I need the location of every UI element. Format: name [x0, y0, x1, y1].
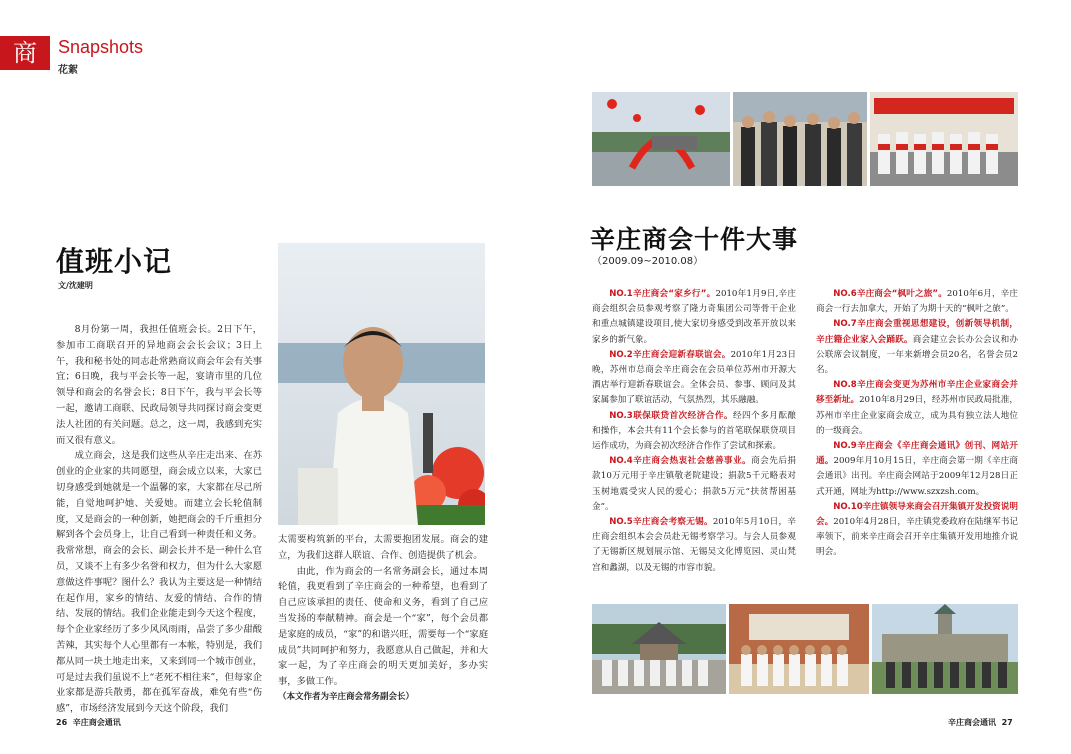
portrait-photo — [278, 243, 485, 525]
page-number-left: 26 — [56, 718, 68, 727]
left-article-column-1 — [56, 322, 262, 717]
left-article-title: 值班小记 — [56, 245, 173, 278]
right-article-date: （2009.09~2010.08） — [592, 256, 704, 267]
event-text: 2010年1月23日晚，苏州市总商会辛庄商会在会员单位苏州市开源大酒店举行迎新春联谊会。全体会员、参事、顾问及其家属参加了联谊活动，气氛热烈，其乐融融。 — [592, 349, 796, 406]
publication-name-right: 辛庄商会通讯 — [948, 718, 996, 727]
event-photo-hall-group — [729, 604, 869, 694]
event-heading: NO.5辛庄商会考察无锡。 — [609, 517, 713, 528]
event-text: 商会建立会长办公会议和办公联席会议制度，一年来新增会员20名，名誉会员2名。 — [816, 334, 1018, 376]
event-photo-group-banner — [870, 92, 1018, 186]
event-heading: NO.7辛庄商会重视思想建设，创新领导机制，辛庄籍企业家入会踊跃。 — [816, 319, 1018, 345]
event-item — [816, 439, 1018, 500]
event-item — [816, 317, 1018, 378]
event-heading: NO.2辛庄商会迎新春联谊会。 — [609, 349, 731, 360]
event-item — [592, 454, 796, 515]
event-item — [592, 409, 796, 455]
event-item — [592, 287, 796, 348]
event-heading: NO.4辛庄商会热衷社会慈善事业。 — [609, 456, 752, 467]
event-text: 2010年8月29日，经苏州市民政局批准，苏州市辛庄企业家商会成立，成为具有独立法人地位的一级商会。 — [816, 395, 1018, 436]
event-heading: NO.1辛庄商会“家乡行”。 — [609, 289, 716, 299]
event-text: 2009年月10月15日，辛庄商会第一期《辛庄商会通讯》出刊。辛庄商会网站于2009年12月28日正式开通，网址为http://www.szxzsh.com。 — [816, 456, 1018, 497]
right-article-title: 辛庄商会十件大事 — [590, 225, 799, 254]
event-item — [816, 500, 1018, 561]
section-title: Snapshots — [58, 37, 144, 57]
section-badge: 商 — [0, 36, 50, 70]
event-text: 商会先后捐款10万元用于辛庄镇敬老院建设；捐款5千元略表对玉树地震受灾人民的爱心；捐款5万元“扶贫帮困基金”。 — [592, 456, 796, 512]
event-photo-parliament-group — [872, 604, 1018, 694]
author-note: （本文作者为辛庄商会常务副会长） — [278, 691, 415, 702]
event-text: 2010年4月28日，辛庄镇党委政府在陆继军书记率领下，前来辛庄商会召开辛庄集镇开发用地推介说明会。 — [816, 517, 1018, 558]
event-heading: NO.9辛庄商会《辛庄商会通讯》创刊、网站开通。 — [816, 441, 1018, 467]
footer-right — [948, 717, 1013, 728]
event-heading: NO.6辛庄商会“枫叶之旅”。 — [833, 289, 947, 299]
event-photo-temple-group — [592, 604, 726, 694]
event-text: 2010年5月10日，辛庄商会组织本会会员赴无锡考察学习。与会人员参观了无锡新区规划展示馆、无锡吴文化博览园、灵山梵宫和蠡湖，以及无锡的市容市貌。 — [592, 517, 796, 573]
paragraph: 成立商会，这是我们这些从辛庄走出来、在苏创业的企业家的共同愿望，商会成立以来，大家已切身感受到她就是一个温馨的家，大家都在尽己所能，自觉地呵护她、关爱她。而建立会长轮值制度，又是商会的一种创新，她把商会的千斤重担分解到各个会员身上，让自己看到一种责任和义务。我常常想，商会的会长、副会长并不是一种什么官员，又谈不上有多少名誉和权力，但为什么大家愿意做这件事呢？图什么？我认为主要这是一种情结在起作用，家乡的情结、友爱的情结、合作的情结、发展的情结。我们企业能走到今天这个程度，每个企业家经历了多少风风雨雨，品尝了多少甜酸苦辣，其实每个人心里都有一本帐，特别是，我们都从同一块土地走出来，又来到同一个城市创业，可是过去我们虽说不上“老死不相往来”，但每家企业家都是游兵散勇，都在孤军奋战，难免有些“伤感”，市场经济发展到今天这个阶段，我们 — [56, 450, 262, 715]
paragraph: 由此，作为商会的一名常务副会长，通过本周轮值，我更看到了辛庄商会的一种希望，也看到了自己应该承担的责任、使命和义务，看到了自己应当发扬的奉献精神。商会是一个“家”，每个会员都是家庭的成员，“家”的和谐兴旺，需要每一个“家庭成员”共同呵护和努力，我愿意从自己做起，并和大家一起，为了辛庄商会的明天更加美好，多办实事，多做工作。 — [278, 565, 488, 688]
left-article-column-2 — [278, 532, 488, 706]
page-number-right: 27 — [1001, 718, 1013, 727]
event-item — [816, 378, 1018, 439]
event-item — [816, 287, 1018, 317]
events-column-1 — [592, 287, 796, 576]
left-article-byline: 文/沈建明 — [58, 281, 93, 290]
footer-left — [56, 717, 121, 728]
event-item — [592, 348, 796, 409]
paragraph: 8月份第一周，我担任值班会长。2日下午，参加市工商联召开的异地商会会长会议；3日上午，我和秘书处的同志赴常熟商议商会年会有关事宜；6日晚，我与平会长等一起，宴请市里的几位领导和商会的名誉会长；8日下午，我与平会长等一起，邀请工商联、民政局领导共同探讨商会变更法人社团的有关问题。总之，这一周，我感到充实而又很有意义。 — [56, 324, 262, 446]
event-text: 2010年1月9日,辛庄商会组织会员参观考察了隆力奇集团公司等骨干企业和重点城镇建设项目,使大家切身感受到改革开放以来家乡的新气象。 — [592, 289, 796, 345]
event-heading: NO.3联保联贷首次经济合作。 — [609, 410, 733, 421]
event-heading: NO.10辛庄镇领导来商会召开集镇开发投资说明会。 — [816, 501, 1018, 528]
event-photo-gate — [592, 92, 730, 186]
paragraph: 太需要构筑新的平台，太需要抱团发展。商会的建立，为我们这群人联谊、合作、创造提供了机会。 — [278, 534, 488, 561]
event-heading: NO.8辛庄商会变更为苏州市辛庄企业家商会并移至新址。 — [816, 380, 1018, 406]
events-column-2 — [816, 287, 1018, 561]
event-photo-meeting — [733, 92, 867, 186]
event-item — [592, 515, 796, 576]
event-text: 经四个多月酝酿和操作，本会共有11个会长参与的首笔联保联贷项目运作成功，为商会初次经济合作作了尝试和探索。 — [592, 410, 796, 452]
publication-name-left: 辛庄商会通讯 — [72, 718, 121, 727]
event-text: 2010年6月，辛庄商会一行去加拿大，开始了为期十天的“枫叶之旅”。 — [816, 289, 1018, 315]
section-subtitle: 花絮 — [58, 65, 78, 76]
